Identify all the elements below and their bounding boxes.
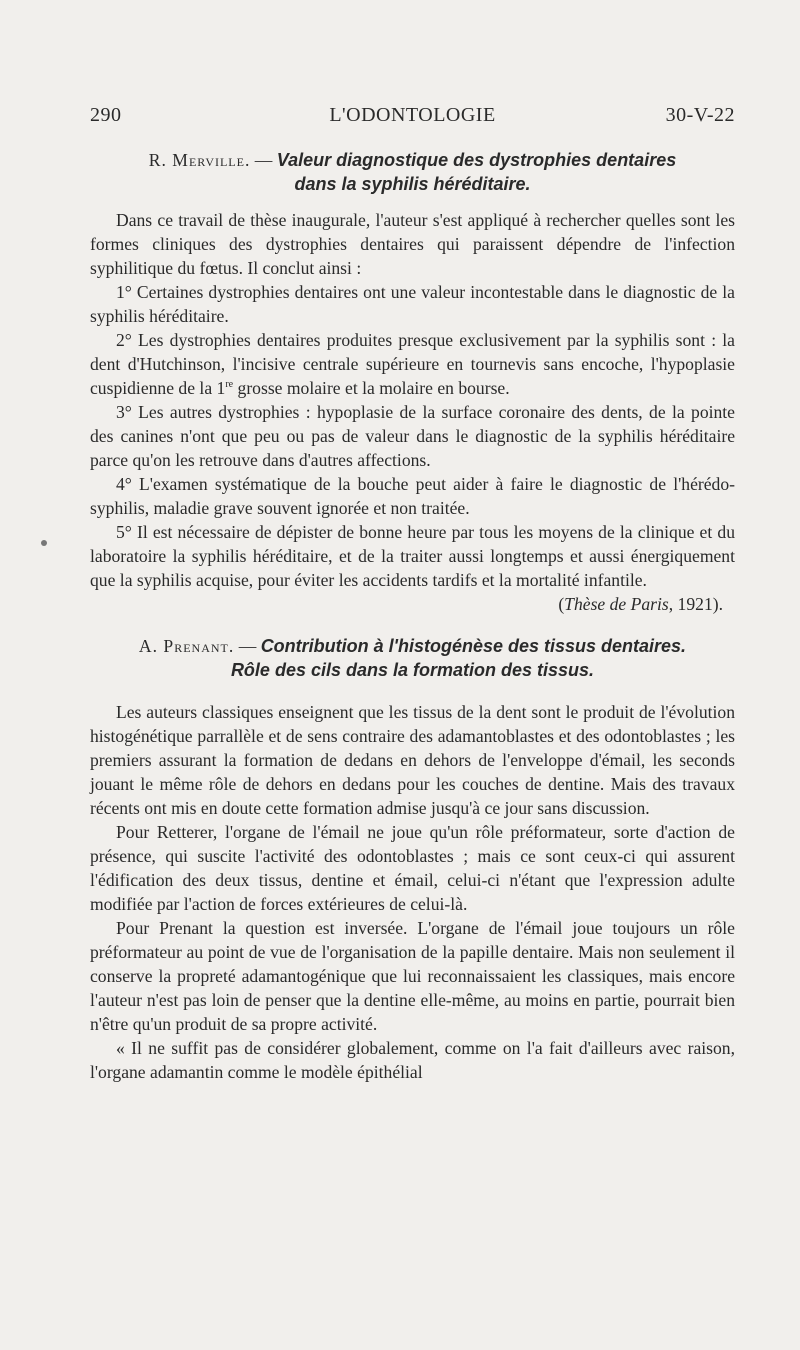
heading-dash: —	[238, 636, 257, 656]
heading-dash: —	[254, 150, 273, 170]
page-number: 290	[90, 104, 122, 126]
conclusion-point-2	[90, 328, 735, 400]
paragraph-retterer: Pour Retterer, l'organe de l'émail ne joue qu'un rôle préformateur, sorte d'action de présence, qui suscite l'activité des odontoblastes ; mais ce sont ceux-ci qui assurent l'édification des deux tissus, dentine et émail, celui-ci n'étant que l'expression adulte modifiée par l'action de forces extérieures de celui-là.	[90, 822, 735, 914]
article-title-line1: Contribution à l'histogénèse des tissus dentaires.	[260, 636, 687, 656]
article-title-line1: Valeur diagnostique des dystrophies dentaires	[276, 150, 677, 170]
conclusion-point-4: 4° L'examen systématique de la bouche peut aider à faire le diagnostic de l'hérédo-syphilis, maladie grave souvent ignorée et non traitée.	[90, 474, 735, 518]
article-title-line2: Rôle des cils dans la formation des tissus.	[230, 660, 595, 680]
source-citation: (Thèse de Paris, 1921).	[558, 594, 723, 614]
point2-text-b: grosse molaire et la molaire en bourse.	[233, 378, 510, 398]
running-header	[90, 104, 735, 132]
paragraph-classical-view: Les auteurs classiques enseignent que les tissus de la dent sont le produit de l'évolution histogénétique parrallèle et de sens contraire des adamantoblastes et des odontoblastes ; les premiers assurant la formation de dedans en dehors de l'enveloppe d'émail, les seconds jouant le même rôle de dehors en dedans pour les couches de dentine. Mais des travaux récents ont mis en doute cette formation admise jusqu'à ce jour sans discussion.	[90, 702, 735, 818]
text-column	[90, 148, 735, 1084]
journal-title: L'ODONTOLOGIE	[329, 104, 496, 126]
article-heading-merville	[90, 148, 735, 196]
article-author: R. Merville.	[148, 150, 251, 170]
citation-title: Thèse de Paris	[564, 594, 669, 614]
article-title-line2: dans la syphilis héréditaire.	[294, 174, 531, 194]
ordinal-superscript: re	[225, 379, 234, 391]
paragraph-quote: « Il ne suffit pas de considérer globalement, comme on l'a fait d'ailleurs avec raison, l'organe adamantin comme le modèle épithélial	[90, 1038, 735, 1082]
conclusion-point-1: 1° Certaines dystrophies dentaires ont une valeur incontestable dans le diagnostic de la syphilis héréditaire.	[90, 282, 735, 326]
article-heading-prenant	[90, 634, 735, 682]
article-intro: Dans ce travail de thèse inaugurale, l'auteur s'est appliqué à rechercher quelles sont les formes cliniques des dystrophies dentaires qui paraissent dépendre de l'infection syphilitique du fœtus. Il conclut ainsi :	[90, 210, 735, 278]
paragraph-prenant: Pour Prenant la question est inversée. L'organe de l'émail joue toujours un rôle préformateur au point de vue de l'organisation de la papille dentaire. Mais non seulement il conserve la propreté adamantogénique que lui reconnaissaient les classiques, mais encore l'auteur n'est pas loin de penser que la dentine elle-même, au moins en partie, pourrait bien n'être qu'un produit de sa propre activité.	[90, 918, 735, 1034]
conclusion-point-3: 3° Les autres dystrophies : hypoplasie de la surface coronaire des dents, de la pointe des canines n'ont que peu ou pas de valeur dans le diagnostic de la syphilis héréditaire parce qu'on les retrouve dans d'autres affections.	[90, 402, 735, 470]
issue-date: 30-V-22	[665, 104, 735, 126]
conclusion-point-5: 5° Il est nécessaire de dépister de bonne heure par tous les moyens de la clinique et du laboratoire la syphilis héréditaire, et de la traiter aussi longtemps et aussi énergiquement que la syphilis acquise, pour éviter les accidents tardifs et la mortalité infantile.	[90, 522, 735, 590]
article-author: A. Prenant.	[138, 636, 235, 656]
point2-text-a: 2° Les dystrophies dentaires produites presque exclusivement par la syphilis sont : la dent d'Hutchinson, l'incisive centrale supérieure en tournevis sans encoche, l'hypoplasie cuspidienne de la 1	[90, 330, 735, 398]
margin-mark	[41, 540, 47, 546]
